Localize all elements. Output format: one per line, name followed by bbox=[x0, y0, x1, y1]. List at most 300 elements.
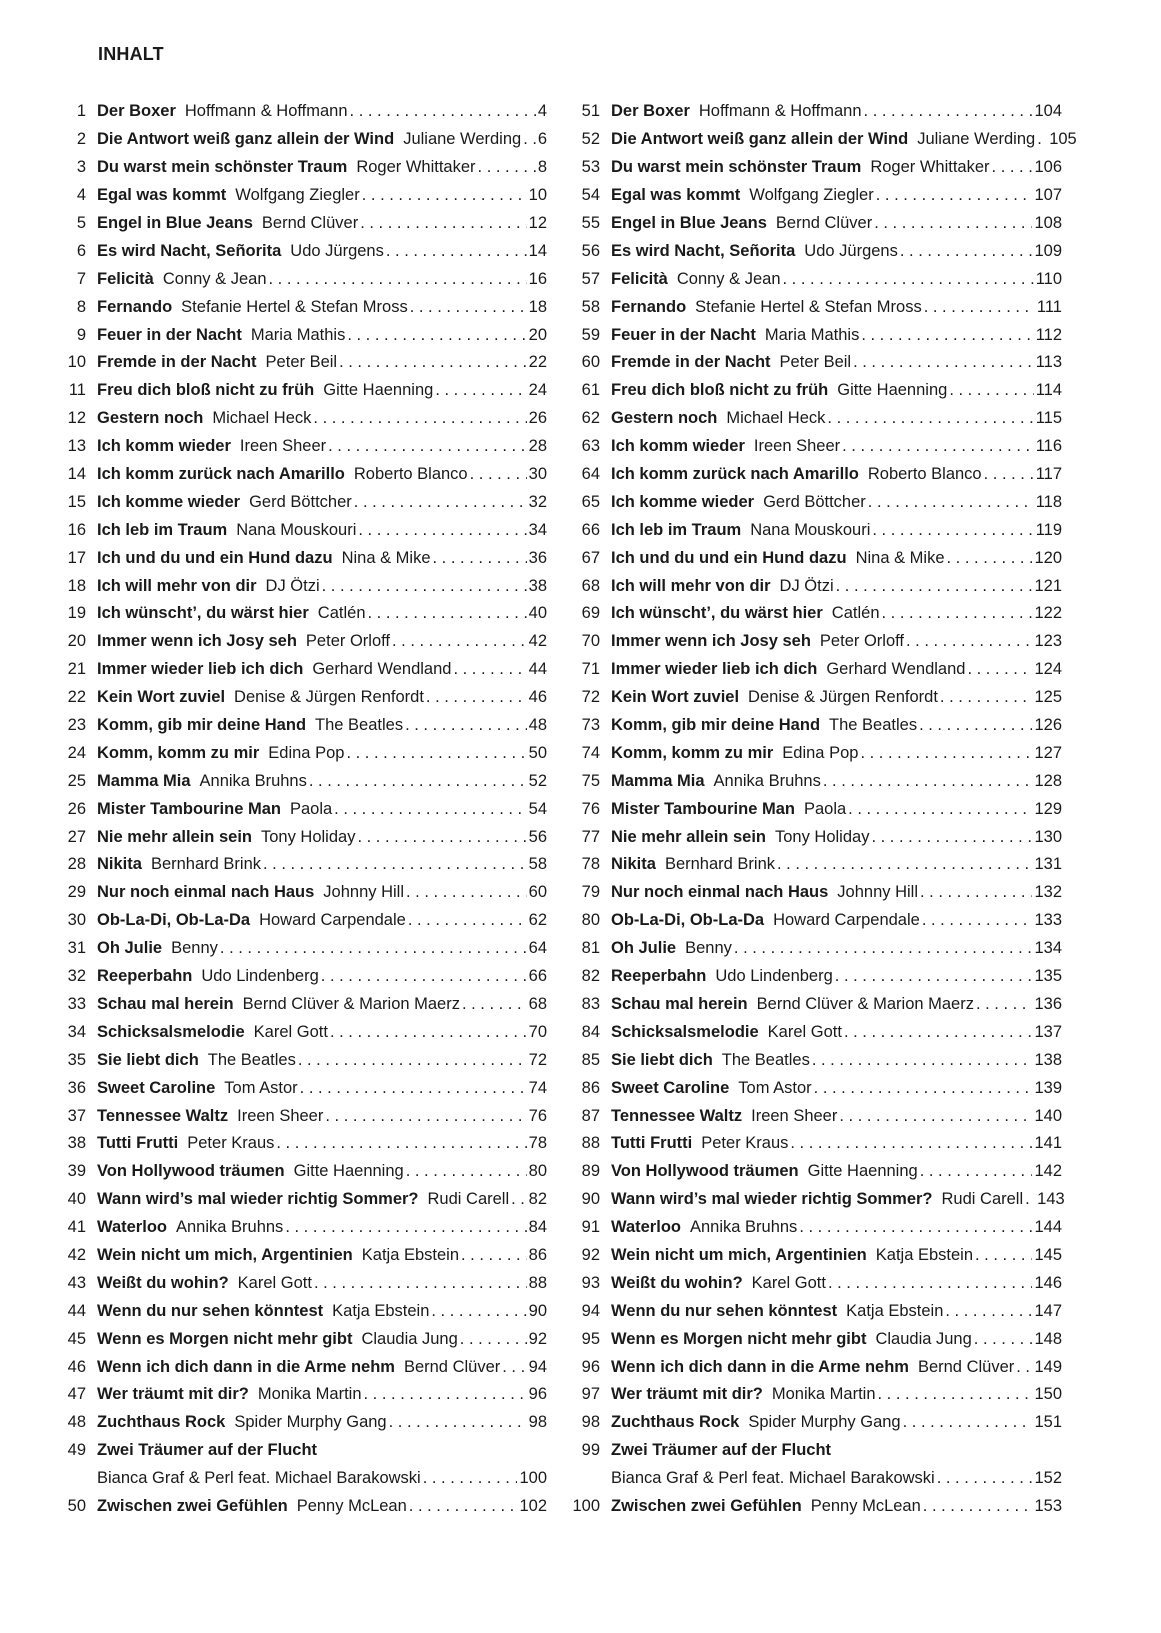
song-title: Der Boxer bbox=[97, 102, 176, 121]
toc-entry[interactable] bbox=[58, 991, 547, 1019]
toc-entry[interactable] bbox=[58, 1046, 547, 1074]
entry-number: 83 bbox=[581, 994, 600, 1013]
dot-leader bbox=[874, 214, 1032, 233]
entry-number: 27 bbox=[67, 827, 86, 846]
song-title: Feuer in der Nacht bbox=[611, 325, 756, 344]
song-artist: Catlén bbox=[317, 604, 366, 623]
song-artist: Peter Beil bbox=[265, 353, 338, 372]
toc-entry[interactable] bbox=[572, 433, 1062, 461]
dot-leader bbox=[334, 800, 526, 819]
toc-entry[interactable] bbox=[58, 321, 547, 349]
song-title: Mister Tambourine Man bbox=[97, 799, 281, 818]
song-artist: Katja Ebstein bbox=[875, 1245, 974, 1264]
song-title: Ich leb im Traum bbox=[611, 520, 742, 539]
entry-number: 41 bbox=[67, 1218, 86, 1237]
page-number: 146 bbox=[1034, 1273, 1062, 1292]
entry-body bbox=[97, 214, 547, 233]
toc-entry[interactable] bbox=[58, 237, 547, 265]
toc-entry[interactable] bbox=[58, 349, 547, 377]
song-title: Komm, komm zu mir bbox=[97, 743, 260, 762]
toc-entry[interactable] bbox=[572, 907, 1062, 935]
page-number: 44 bbox=[528, 660, 547, 679]
dot-leader bbox=[339, 353, 527, 372]
entry-body bbox=[611, 1134, 1062, 1153]
toc-entry[interactable] bbox=[58, 182, 547, 210]
toc-entry[interactable] bbox=[572, 1325, 1062, 1353]
toc-entry[interactable] bbox=[58, 1074, 547, 1102]
entry-number: 95 bbox=[581, 1329, 600, 1348]
toc-entry[interactable] bbox=[572, 991, 1062, 1019]
dot-leader bbox=[861, 326, 1033, 345]
song-artist: Gerd Böttcher bbox=[249, 492, 352, 511]
toc-entry[interactable] bbox=[58, 1158, 547, 1186]
song-artist: Bernhard Brink bbox=[150, 855, 261, 874]
page-number: 32 bbox=[528, 492, 547, 511]
entry-number: 75 bbox=[581, 771, 600, 790]
toc-entry[interactable] bbox=[58, 823, 547, 851]
toc-entry[interactable] bbox=[58, 1102, 547, 1130]
page-number: 140 bbox=[1034, 1106, 1062, 1125]
dot-leader bbox=[362, 186, 527, 205]
entry-body bbox=[97, 1302, 547, 1321]
song-artist: Nina & Mike bbox=[341, 548, 431, 567]
dot-leader bbox=[922, 911, 1033, 930]
toc-entry[interactable] bbox=[572, 461, 1062, 489]
page-number: 108 bbox=[1034, 214, 1062, 232]
toc-entry[interactable] bbox=[572, 98, 1062, 126]
toc-entry[interactable] bbox=[572, 879, 1062, 907]
toc-entry[interactable] bbox=[572, 1437, 1062, 1493]
page-number: 80 bbox=[528, 1162, 547, 1181]
toc-entry[interactable] bbox=[58, 1381, 547, 1409]
song-title: Ich und du und ein Hund dazu bbox=[97, 548, 333, 567]
dot-leader bbox=[314, 1274, 527, 1293]
song-title: Ob-La-Di, Ob-La-Da bbox=[611, 911, 765, 930]
toc-entry[interactable] bbox=[572, 767, 1062, 795]
song-title: Wenn ich dich dann in die Arme nehm bbox=[611, 1357, 909, 1376]
entry-body bbox=[611, 1246, 1062, 1265]
entry-body bbox=[97, 102, 547, 121]
page-number: 100 bbox=[519, 1469, 547, 1488]
page-number: 127 bbox=[1034, 743, 1062, 762]
song-title: Komm, komm zu mir bbox=[611, 743, 774, 762]
toc-entry[interactable] bbox=[572, 1381, 1062, 1409]
song-title: Nur noch einmal nach Haus bbox=[611, 883, 829, 902]
toc-entry[interactable] bbox=[58, 1297, 547, 1325]
toc-entry[interactable] bbox=[572, 1130, 1062, 1158]
entry-body bbox=[611, 632, 1062, 651]
page-number: 139 bbox=[1034, 1078, 1062, 1097]
entry-body bbox=[611, 130, 1077, 149]
entry-body bbox=[97, 1246, 547, 1265]
toc-entry[interactable] bbox=[572, 293, 1062, 321]
toc-entry[interactable] bbox=[58, 628, 547, 656]
page-number: 8 bbox=[537, 158, 547, 177]
toc-entry[interactable] bbox=[572, 1242, 1062, 1270]
toc-entry[interactable] bbox=[58, 1242, 547, 1270]
song-title: Tennessee Waltz bbox=[611, 1106, 743, 1125]
dot-leader bbox=[462, 995, 527, 1014]
song-title: Zwischen zwei Gefühlen bbox=[97, 1496, 288, 1515]
entry-body bbox=[611, 186, 1062, 205]
song-artist: Tom Astor bbox=[224, 1078, 298, 1097]
song-artist: Michael Heck bbox=[726, 409, 826, 428]
dot-leader bbox=[906, 632, 1032, 651]
song-artist: Howard Carpendale bbox=[259, 911, 406, 930]
entry-number: 71 bbox=[581, 660, 600, 679]
song-artist: Udo Jürgens bbox=[804, 241, 898, 260]
entry-number: 37 bbox=[67, 1106, 86, 1125]
entry-number: 30 bbox=[67, 911, 86, 930]
toc-entry[interactable] bbox=[572, 963, 1062, 991]
song-artist: Karel Gott bbox=[751, 1273, 826, 1292]
toc-entry[interactable] bbox=[572, 1269, 1062, 1297]
entry-number: 33 bbox=[67, 994, 86, 1013]
entry-number: 65 bbox=[581, 492, 600, 511]
toc-entry[interactable] bbox=[58, 795, 547, 823]
song-title: Wann wird’s mal wieder richtig Sommer? bbox=[97, 1190, 419, 1209]
entry-body bbox=[97, 911, 547, 930]
entry-body bbox=[611, 298, 1062, 317]
toc-entry[interactable] bbox=[572, 823, 1062, 851]
entry-number: 29 bbox=[67, 883, 86, 902]
toc-entry[interactable] bbox=[572, 182, 1062, 210]
page-number: 121 bbox=[1034, 576, 1062, 595]
song-artist: Katja Ebstein bbox=[361, 1245, 460, 1264]
page-number: 82 bbox=[528, 1190, 547, 1209]
toc-entry[interactable] bbox=[58, 126, 547, 154]
toc-entry[interactable] bbox=[58, 461, 547, 489]
toc-entry[interactable] bbox=[58, 851, 547, 879]
page-number: 113 bbox=[1035, 353, 1062, 372]
song-artist: Roberto Blanco bbox=[353, 465, 468, 484]
toc-entry[interactable] bbox=[572, 1493, 1062, 1521]
entry-body bbox=[97, 298, 547, 317]
song-title: Fernando bbox=[97, 297, 173, 316]
dot-leader bbox=[1016, 1358, 1032, 1377]
toc-entry[interactable] bbox=[572, 628, 1062, 656]
page-number: 16 bbox=[528, 269, 547, 288]
toc-entry[interactable] bbox=[572, 237, 1062, 265]
page-number: 112 bbox=[1035, 325, 1062, 344]
song-artist: Ireen Sheer bbox=[237, 1106, 324, 1125]
song-artist: Stefanie Hertel & Stefan Mross bbox=[181, 297, 408, 316]
toc-entry[interactable] bbox=[572, 210, 1062, 238]
toc-entry[interactable] bbox=[58, 1353, 547, 1381]
toc-entry[interactable] bbox=[572, 1102, 1062, 1130]
toc-entry[interactable] bbox=[572, 377, 1062, 405]
toc-entry[interactable] bbox=[572, 1158, 1062, 1186]
entry-body bbox=[97, 409, 547, 428]
dot-leader bbox=[435, 381, 526, 400]
page-title: INHALT bbox=[98, 44, 164, 64]
entry-body bbox=[97, 130, 547, 149]
song-artist: Peter Orloff bbox=[305, 632, 390, 651]
entry-number: 48 bbox=[67, 1413, 86, 1432]
song-title: Egal was kommt bbox=[611, 186, 741, 205]
dot-leader bbox=[263, 855, 527, 874]
toc-entry[interactable] bbox=[58, 572, 547, 600]
dot-leader bbox=[878, 1385, 1033, 1404]
page-number: 62 bbox=[528, 911, 547, 930]
toc-entry[interactable] bbox=[572, 1214, 1062, 1242]
page-number: 111 bbox=[1036, 297, 1062, 316]
dot-leader bbox=[872, 521, 1033, 540]
toc-entry[interactable] bbox=[572, 1186, 1065, 1214]
page-number: 134 bbox=[1034, 939, 1062, 958]
dot-leader bbox=[839, 1107, 1032, 1126]
song-artist: Monika Martin bbox=[771, 1385, 876, 1404]
toc-entry[interactable] bbox=[572, 656, 1062, 684]
song-artist: Rudi Carell bbox=[941, 1190, 1024, 1209]
entry-number: 53 bbox=[581, 158, 600, 177]
entry-body bbox=[97, 995, 547, 1014]
page-number: 38 bbox=[528, 576, 547, 595]
toc-entry[interactable] bbox=[58, 684, 547, 712]
dot-leader bbox=[406, 1162, 527, 1181]
toc-entry[interactable] bbox=[572, 572, 1062, 600]
song-title: Mamma Mia bbox=[97, 771, 191, 790]
entry-body bbox=[97, 772, 547, 791]
entry-body bbox=[611, 1385, 1062, 1404]
entry-number: 17 bbox=[67, 548, 86, 567]
dot-leader bbox=[409, 1497, 518, 1516]
song-artist: Stefanie Hertel & Stefan Mross bbox=[695, 297, 922, 316]
entry-body bbox=[97, 1134, 547, 1153]
page-number: 36 bbox=[528, 548, 547, 567]
entry-number: 20 bbox=[67, 632, 86, 651]
song-artist: Roger Whittaker bbox=[870, 158, 990, 177]
toc-entry[interactable] bbox=[58, 1325, 547, 1353]
toc-entry[interactable] bbox=[572, 1074, 1062, 1102]
song-artist: Gitte Haenning bbox=[837, 381, 948, 400]
toc-entry[interactable] bbox=[572, 795, 1062, 823]
entry-body bbox=[97, 577, 547, 596]
toc-entry[interactable] bbox=[58, 405, 547, 433]
page-number: 98 bbox=[528, 1413, 547, 1432]
toc-entry[interactable] bbox=[58, 656, 547, 684]
entry-body bbox=[97, 1107, 547, 1126]
entry-number: 38 bbox=[67, 1134, 86, 1153]
song-artist: Gitte Haenning bbox=[807, 1162, 918, 1181]
toc-entry[interactable] bbox=[58, 154, 547, 182]
toc-entry[interactable] bbox=[58, 1493, 547, 1521]
entry-number: 58 bbox=[581, 297, 600, 316]
page-number: 52 bbox=[528, 771, 547, 790]
song-title: Oh Julie bbox=[97, 939, 163, 958]
toc-entry[interactable] bbox=[58, 879, 547, 907]
toc-entry[interactable] bbox=[58, 98, 547, 126]
dot-leader bbox=[330, 1023, 527, 1042]
entry-number: 80 bbox=[581, 911, 600, 930]
page-number: 88 bbox=[528, 1273, 547, 1292]
toc-entry[interactable] bbox=[58, 488, 547, 516]
entry-body bbox=[97, 381, 547, 400]
entry-title-row bbox=[58, 1437, 547, 1465]
toc-entry[interactable] bbox=[572, 265, 1062, 293]
toc-entry[interactable] bbox=[572, 1018, 1062, 1046]
entry-body bbox=[611, 465, 1062, 484]
page-number: 107 bbox=[1034, 186, 1062, 205]
toc-entry[interactable] bbox=[58, 1130, 547, 1158]
toc-entry[interactable] bbox=[572, 1409, 1062, 1437]
dot-leader bbox=[350, 102, 536, 121]
toc-entry[interactable] bbox=[58, 1214, 547, 1242]
entry-number: 18 bbox=[67, 576, 86, 595]
entry-number: 67 bbox=[581, 548, 600, 567]
dot-leader bbox=[426, 688, 527, 707]
page-number: 145 bbox=[1034, 1245, 1062, 1264]
song-artist: Juliane Werding bbox=[403, 130, 522, 149]
song-artist: Annika Bruhns bbox=[199, 771, 307, 790]
toc-entry[interactable] bbox=[572, 321, 1062, 349]
toc-entry[interactable] bbox=[58, 265, 547, 293]
dot-leader bbox=[358, 521, 526, 540]
entry-number: 28 bbox=[67, 855, 86, 874]
entry-body bbox=[97, 828, 547, 847]
dot-leader bbox=[827, 409, 1033, 428]
page-number: 74 bbox=[528, 1078, 547, 1097]
song-title: Weißt du wohin? bbox=[97, 1273, 229, 1292]
toc-entry[interactable] bbox=[58, 1409, 547, 1437]
entry-body bbox=[611, 1190, 1065, 1209]
toc-entry[interactable] bbox=[572, 154, 1062, 182]
toc-entry[interactable] bbox=[58, 1437, 547, 1493]
song-title: Ich will mehr von dir bbox=[97, 576, 257, 595]
dot-leader bbox=[920, 883, 1032, 902]
song-title: Ich und du und ein Hund dazu bbox=[611, 548, 847, 567]
song-title: Fremde in der Nacht bbox=[611, 353, 771, 372]
song-title: Felicità bbox=[97, 269, 154, 288]
dot-leader bbox=[408, 911, 527, 930]
toc-entry[interactable] bbox=[572, 739, 1062, 767]
toc-entry[interactable] bbox=[58, 1018, 547, 1046]
entry-body bbox=[611, 1358, 1062, 1377]
song-artist: Paola bbox=[803, 799, 847, 818]
toc-entry[interactable] bbox=[572, 1046, 1062, 1074]
dot-leader bbox=[364, 1385, 527, 1404]
toc-entry[interactable] bbox=[58, 377, 547, 405]
toc-entry[interactable] bbox=[572, 516, 1062, 544]
toc-entry[interactable] bbox=[58, 293, 547, 321]
song-title: Fernando bbox=[611, 297, 687, 316]
song-title: Ich komme wieder bbox=[97, 492, 241, 511]
toc-entry[interactable] bbox=[572, 1297, 1062, 1325]
entry-body bbox=[611, 1497, 1062, 1516]
page-number: 132 bbox=[1034, 883, 1062, 902]
toc-entry[interactable] bbox=[572, 851, 1062, 879]
toc-column-right bbox=[572, 98, 1077, 1520]
entry-number: 74 bbox=[581, 743, 600, 762]
dot-leader bbox=[298, 1051, 527, 1070]
toc-entry[interactable] bbox=[572, 349, 1062, 377]
dot-leader bbox=[920, 1162, 1033, 1181]
song-artist: Peter Beil bbox=[779, 353, 852, 372]
toc-entry[interactable] bbox=[58, 907, 547, 935]
entry-artist-row bbox=[572, 1465, 1062, 1493]
page-number: 106 bbox=[1034, 158, 1062, 177]
entry-body bbox=[611, 521, 1062, 540]
toc-entry[interactable] bbox=[572, 544, 1062, 572]
song-artist: Monika Martin bbox=[257, 1385, 362, 1404]
toc-entry[interactable] bbox=[58, 1269, 547, 1297]
song-title: Tutti Frutti bbox=[611, 1134, 693, 1153]
song-title: Freu dich bloß nicht zu früh bbox=[611, 381, 829, 400]
toc-entry[interactable] bbox=[572, 712, 1062, 740]
entry-body bbox=[97, 242, 547, 261]
entry-number: 64 bbox=[581, 465, 600, 484]
song-artist: Tony Holiday bbox=[260, 827, 356, 846]
song-title: Ich komm wieder bbox=[97, 437, 231, 456]
toc-entry[interactable] bbox=[572, 1353, 1062, 1381]
page-number: 150 bbox=[1034, 1385, 1062, 1404]
page-number: 114 bbox=[1035, 381, 1062, 400]
song-artist: Gerhard Wendland bbox=[826, 660, 966, 679]
entry-body bbox=[97, 688, 547, 707]
song-title: Zuchthaus Rock bbox=[611, 1413, 740, 1432]
song-artist: Bianca Graf & Perl feat. Michael Barakowski bbox=[611, 1469, 935, 1488]
toc-entry[interactable] bbox=[58, 712, 547, 740]
entry-number: 43 bbox=[67, 1273, 86, 1292]
page-number: 86 bbox=[528, 1245, 547, 1264]
toc-entry[interactable] bbox=[572, 405, 1062, 433]
dot-leader bbox=[871, 828, 1032, 847]
toc-entry[interactable] bbox=[572, 126, 1077, 154]
entry-number: 94 bbox=[581, 1301, 600, 1320]
dot-leader bbox=[949, 381, 1033, 400]
page-number: 116 bbox=[1035, 437, 1062, 456]
song-title: Ich komm zurück nach Amarillo bbox=[97, 465, 345, 484]
dot-leader bbox=[823, 772, 1033, 791]
toc-entry[interactable] bbox=[58, 600, 547, 628]
toc-entry[interactable] bbox=[572, 684, 1062, 712]
dot-leader bbox=[368, 604, 527, 623]
toc-entry[interactable] bbox=[572, 488, 1062, 516]
entry-body bbox=[611, 493, 1062, 512]
entry-body bbox=[97, 270, 547, 289]
entry-number: 34 bbox=[67, 1022, 86, 1041]
entry-number: 35 bbox=[67, 1050, 86, 1069]
entry-body bbox=[97, 1413, 547, 1432]
entry-number: 54 bbox=[581, 186, 600, 205]
song-artist: The Beatles bbox=[721, 1050, 810, 1069]
toc-entry[interactable] bbox=[58, 1186, 547, 1214]
page-number: 152 bbox=[1034, 1469, 1062, 1488]
dot-leader bbox=[405, 716, 527, 735]
toc-entry[interactable] bbox=[58, 210, 547, 238]
toc-entry[interactable] bbox=[58, 935, 547, 963]
entry-body bbox=[611, 242, 1062, 261]
entry-number: 56 bbox=[581, 241, 600, 260]
toc-entry[interactable] bbox=[58, 739, 547, 767]
song-artist: Ireen Sheer bbox=[753, 437, 841, 456]
toc-entry[interactable] bbox=[58, 963, 547, 991]
toc-entry[interactable] bbox=[58, 767, 547, 795]
toc-entry[interactable] bbox=[572, 935, 1062, 963]
song-title: Zwischen zwei Gefühlen bbox=[611, 1496, 802, 1515]
page-number: 147 bbox=[1034, 1301, 1062, 1320]
toc-entry[interactable] bbox=[58, 516, 547, 544]
song-artist: The Beatles bbox=[829, 716, 918, 735]
entry-body bbox=[97, 1358, 547, 1377]
toc-entry[interactable] bbox=[58, 433, 547, 461]
toc-entry[interactable] bbox=[572, 600, 1062, 628]
entry-number: 25 bbox=[67, 771, 86, 790]
toc-entry[interactable] bbox=[58, 544, 547, 572]
song-artist: Wolfgang Ziegler bbox=[235, 186, 360, 205]
song-title: Ich komme wieder bbox=[611, 492, 755, 511]
dot-leader bbox=[835, 967, 1033, 986]
